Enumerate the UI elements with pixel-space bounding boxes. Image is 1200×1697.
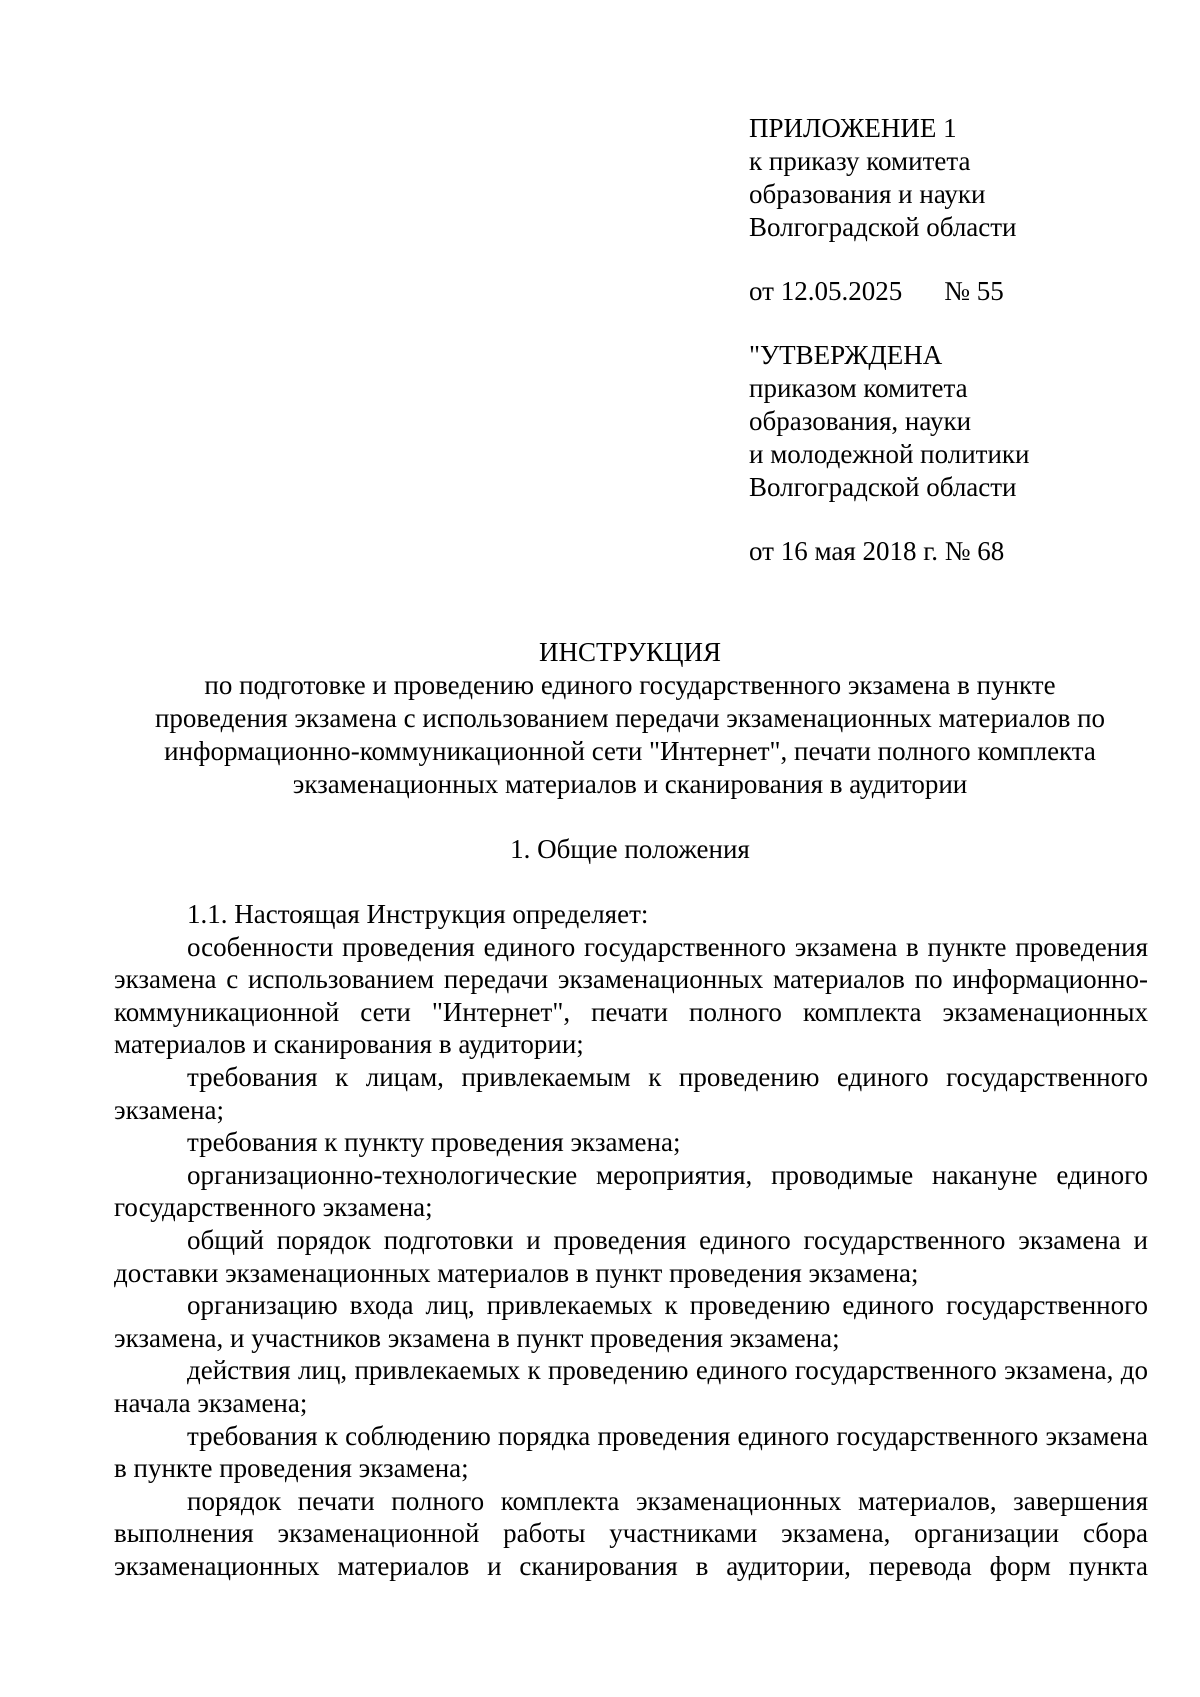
body-paragraph: организационно-технологические мероприятия, проводимые накануне единого государственного экзамена;: [114, 1159, 1148, 1223]
body-paragraph: особенности проведения единого государственного экзамена в пункте проведения экзамена с использованием передачи экзаменационных материалов по информационно-коммуникационной сети "Интернет", печати полного комплекта экзаменационных материалов и сканирования в аудитории;: [114, 931, 1148, 1060]
body-paragraph: общий порядок подготовки и проведения единого государственного экзамена и доставки экзаменационных материалов в пункт проведения экзамена;: [114, 1224, 1148, 1288]
document-title-block: [112, 636, 1148, 866]
body-paragraph: организацию входа лиц, привлекаемых к проведению единого государственного экзамена, и участников экзамена в пункт проведения экзамена;: [114, 1290, 1148, 1353]
document-heading: ИНСТРУКЦИЯ: [539, 637, 721, 667]
appendix-date: от 12.05.2025: [749, 276, 903, 306]
approved-line-3: образования, науки: [749, 406, 972, 436]
appendix-order-line: [749, 275, 1169, 308]
approved-block: [749, 339, 1169, 504]
body-intro: 1.1. Настоящая Инструкция определяет:: [187, 899, 649, 929]
document-title-line-4: экзаменационных материалов и сканирования в аудитории: [292, 769, 968, 799]
appendix-line-1: к приказу комитета: [749, 146, 971, 176]
approved-line-5: Волгоградской области: [749, 472, 1017, 502]
approved-line-2: приказом комитета: [749, 373, 968, 403]
body-paragraph: требования к соблюдению порядка проведения единого государственного экзамена в пункте проведения экзамена;: [114, 1420, 1148, 1484]
approved-date-number: от 16 мая 2018 г. № 68: [749, 536, 1005, 566]
approved-line-1: "УТВЕРЖДЕНА: [749, 340, 943, 370]
appendix-line-3: Волгоградской области: [749, 212, 1017, 242]
approved-line-4: и молодежной политики: [749, 439, 1030, 469]
body-paragraph: действия лиц, привлекаемых к проведению единого государственного экзамена, до начала экзамена;: [114, 1355, 1148, 1418]
appendix-title: ПРИЛОЖЕНИЕ 1: [749, 113, 957, 143]
document-title-line-1: по подготовке и проведению единого государственного экзамена в пункте: [204, 670, 1056, 700]
appendix-number: № 55: [944, 276, 1004, 306]
body-paragraph: требования к пункту проведения экзамена;: [187, 1127, 681, 1158]
appendix-block: [749, 112, 1169, 568]
document-title-line-2: проведения экзамена с использованием передачи экзаменационных материалов по: [154, 703, 1106, 733]
appendix-line-2: образования и науки: [749, 179, 986, 209]
body-paragraph: требования к лицам, привлекаемым к проведению единого государственного экзамена;: [114, 1061, 1148, 1125]
document-title-line-3: информационно-коммуникационной сети "Интернет", печати полного комплекта: [164, 736, 1096, 766]
section-title: 1. Общие положения: [510, 834, 750, 864]
document-body: [114, 898, 1148, 1582]
body-paragraph: порядок печати полного комплекта экзаменационных материалов, завершения выполнения экзаменационной работы участниками экзамена, организации сбора экзаменационных материалов и сканирования в аудитории, перевода форм пункта: [114, 1485, 1148, 1581]
